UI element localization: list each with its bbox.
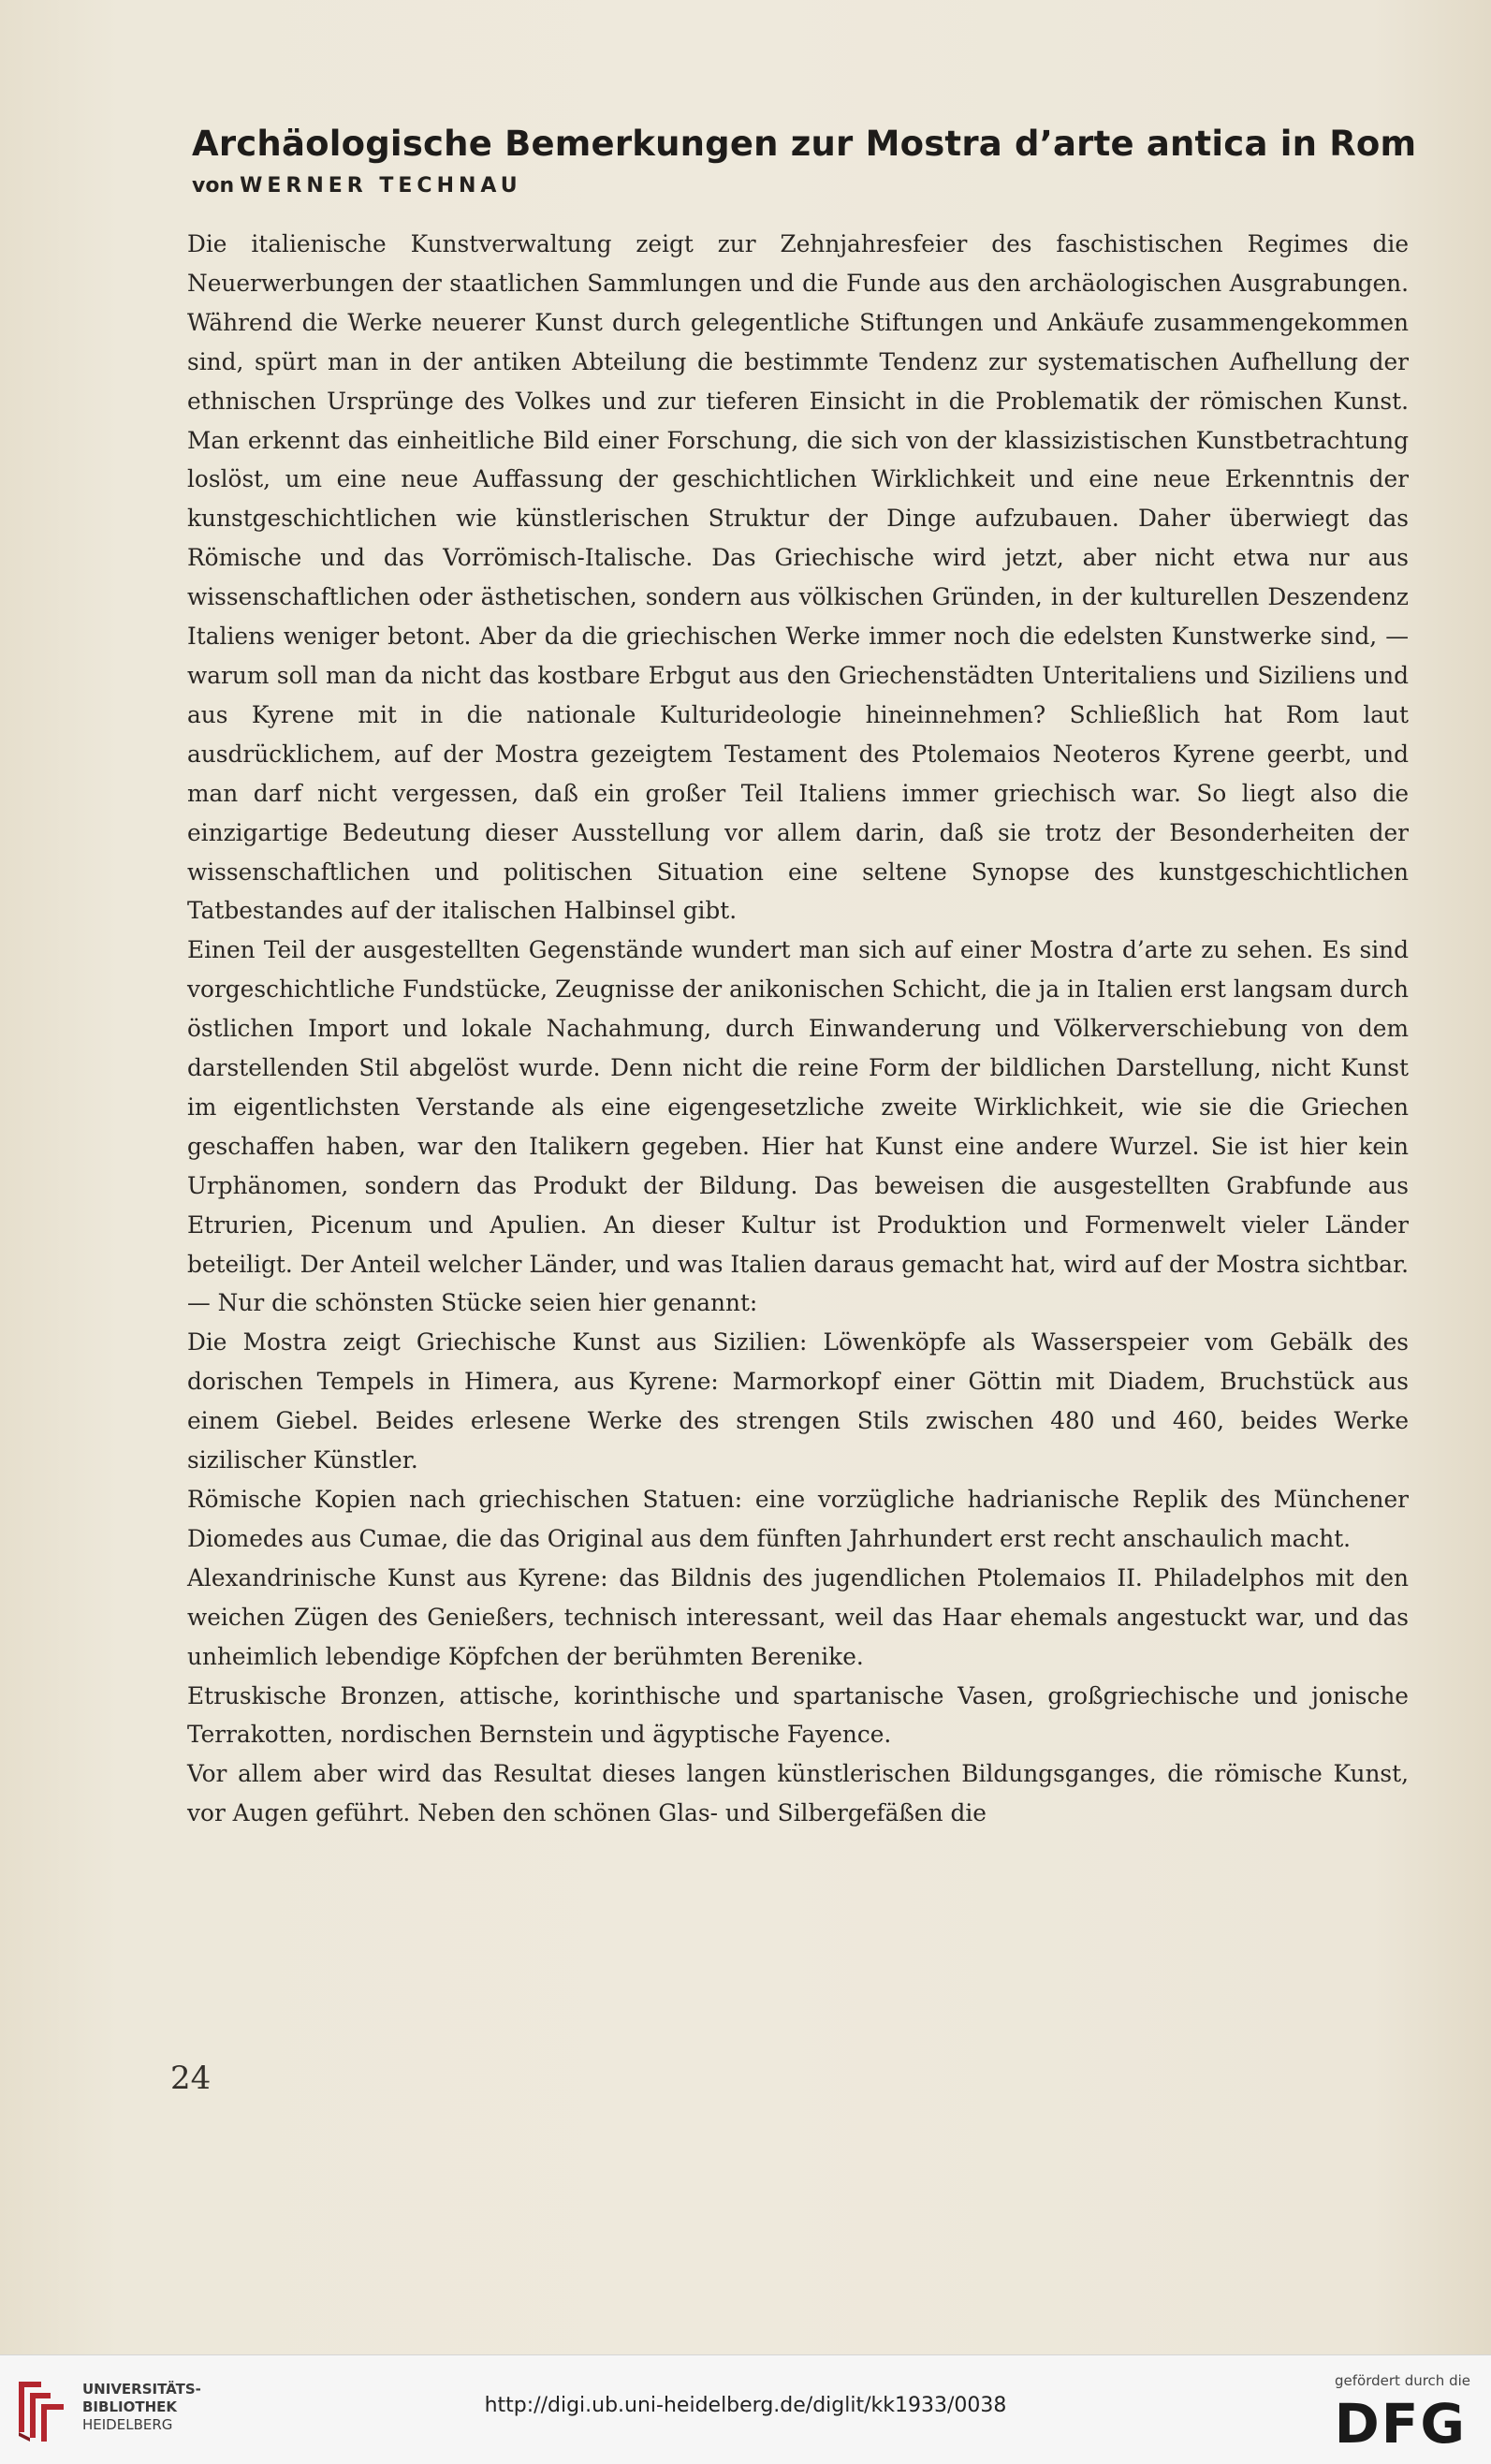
paragraph: Die Mostra zeigt Griechische Kunst aus Sizilien: Löwenköpfe als Wasserspeier vom Gebälk des dorischen Tempels in Himera, aus Kyrene: Marmorkopf einer Göttin mit Diadem, Bruchstück aus einem Giebel. Beides erlesene Werke des strengen Stils zwischen 480 und 460, beides Werke sizilischer Künstler. [187, 1328, 1409, 1474]
institution-line: HEIDELBERG [82, 2416, 173, 2433]
paragraph: Etruskische Bronzen, attische, korinthische und spartanische Vasen, großgriechische und jonische Terrakotten, nordischen Bernstein und ägyptische Fayence. [187, 1681, 1409, 1749]
dfg-logo[interactable]: DFG [1334, 2392, 1467, 2456]
viewer-footer [0, 2354, 1491, 2464]
author-name: WERNER TECHNAU [240, 174, 522, 198]
page-number: 24 [170, 2060, 212, 2097]
author-prefix: von [192, 174, 235, 198]
paragraph: Römische Kopien nach griechischen Statuen: eine vorzügliche hadrianische Replik des Münchener Diomedes aus Cumae, die das Original aus dem fünften Jahrhundert erst recht anschaulich macht. [187, 1486, 1409, 1552]
paragraph: Die italienische Kunstverwaltung zeigt zur Zehnjahresfeier des faschistischen Regimes die Neuerwerbungen der staatlichen Sammlungen und die Funde aus den archäologischen Ausgrabungen. Während die Werke neuerer Kunst durch gelegentliche Stiftungen und Ankäufe zusammengekommen sind, spürt man in der antiken Abteilung die bestimmte Tendenz zur systematischen Aufhellung der ethnischen Ursprünge des Volkes und zur tieferen Einsicht in die Problematik der römischen Kunst. Man erkennt das einheitliche Bild einer Forschung, die sich von der klassizistischen Kunstbetrachtung loslöst, um eine neue Auffassung der geschichtlichen Wirklichkeit und eine neue Erkenntnis der kunstgeschichtlichen wie künstlerischen Struktur der Dinge aufzubauen. Daher überwiegt das Römische und das Vorrömisch-Italische. Das Griechische wird jetzt, aber nicht etwa nur aus wissenschaftlichen oder ästhetischen, sondern aus völkischen Gründen, in der kulturellen Deszendenz Italiens weniger betont. Aber da die griechischen Werke immer noch die edelsten Kunstwerke sind, — warum soll man da nicht das kostbare Erbgut aus den Griechenstädten Unteritaliens und Siziliens und aus Kyrene mit in die nationale Kulturideologie hineinnehmen? Schließlich hat Rom laut ausdrücklichem, auf der Mostra gezeigtem Testament des Ptolemaios Neoteros Kyrene geerbt, und man darf nicht vergessen, daß ein großer Teil Italiens immer griechisch war. So liegt also die einzigartige Bedeutung dieser Ausstellung vor allem darin, daß sie trotz der Besonderheiten der wissenschaftlichen und politischen Situation eine seltene Synopse des kunstgeschichtlichen Tatbestandes auf der italischen Halbinsel gibt. [187, 230, 1409, 925]
article-body [187, 225, 1409, 1833]
article-byline [192, 174, 522, 198]
permalink-url[interactable]: http://digi.ub.uni-heidelberg.de/diglit/kk1933/0038 [484, 2394, 1007, 2417]
paragraph: Vor allem aber wird das Resultat dieses langen künstlerischen Bildungsganges, die römische Kunst, vor Augen geführt. Neben den schönen Glas- und Silbergefäßen die [187, 1760, 1409, 1827]
institution-line: BIBLIOTHEK [82, 2398, 177, 2415]
funded-by-label: gefördert durch die [1335, 2372, 1470, 2389]
paragraph: Einen Teil der ausgestellten Gegenstände wundert man sich auf einer Mostra d’arte zu sehen. Es sind vorgeschichtliche Fundstücke, Zeugnisse der anikonischen Schicht, die ja in Italien erst langsam durch östlichen Import und lokale Nachahmung, durch Einwanderung und Völkerverschiebung von dem darstellenden Stil abgelöst wurde. Denn nicht die reine Form der bildlichen Darstellung, nicht Kunst im eigentlichsten Verstande als eine eigengesetzliche zweite Wirklichkeit, wie sie die Griechen geschaffen haben, war den Italikern gegeben. Hier hat Kunst eine andere Wurzel. Sie ist hier kein Urphänomen, sondern das Produkt der Bildung. Das beweisen die ausgestellten Grabfunde aus Etrurien, Picenum und Apulien. An dieser Kultur ist Produktion und Formenwelt vieler Länder beteiligt. Der Anteil welcher Länder, und was Italien daraus gemacht hat, wird auf der Mostra sichtbar. — Nur die schönsten Stücke seien hier genannt: [187, 936, 1409, 1317]
article-title: Archäologische Bemerkungen zur Mostra d’arte antica in Rom [192, 124, 1417, 164]
paragraph: Alexandrinische Kunst aus Kyrene: das Bildnis des jugendlichen Ptolemaios II. Philadelphos mit den weichen Zügen des Genießers, technisch interessant, weil das Haar ehemals angestuckt war, und das unheimlich lebendige Köpfchen der berühmten Berenike. [187, 1563, 1409, 1670]
institution-line: UNIVERSITÄTS- [82, 2381, 201, 2398]
